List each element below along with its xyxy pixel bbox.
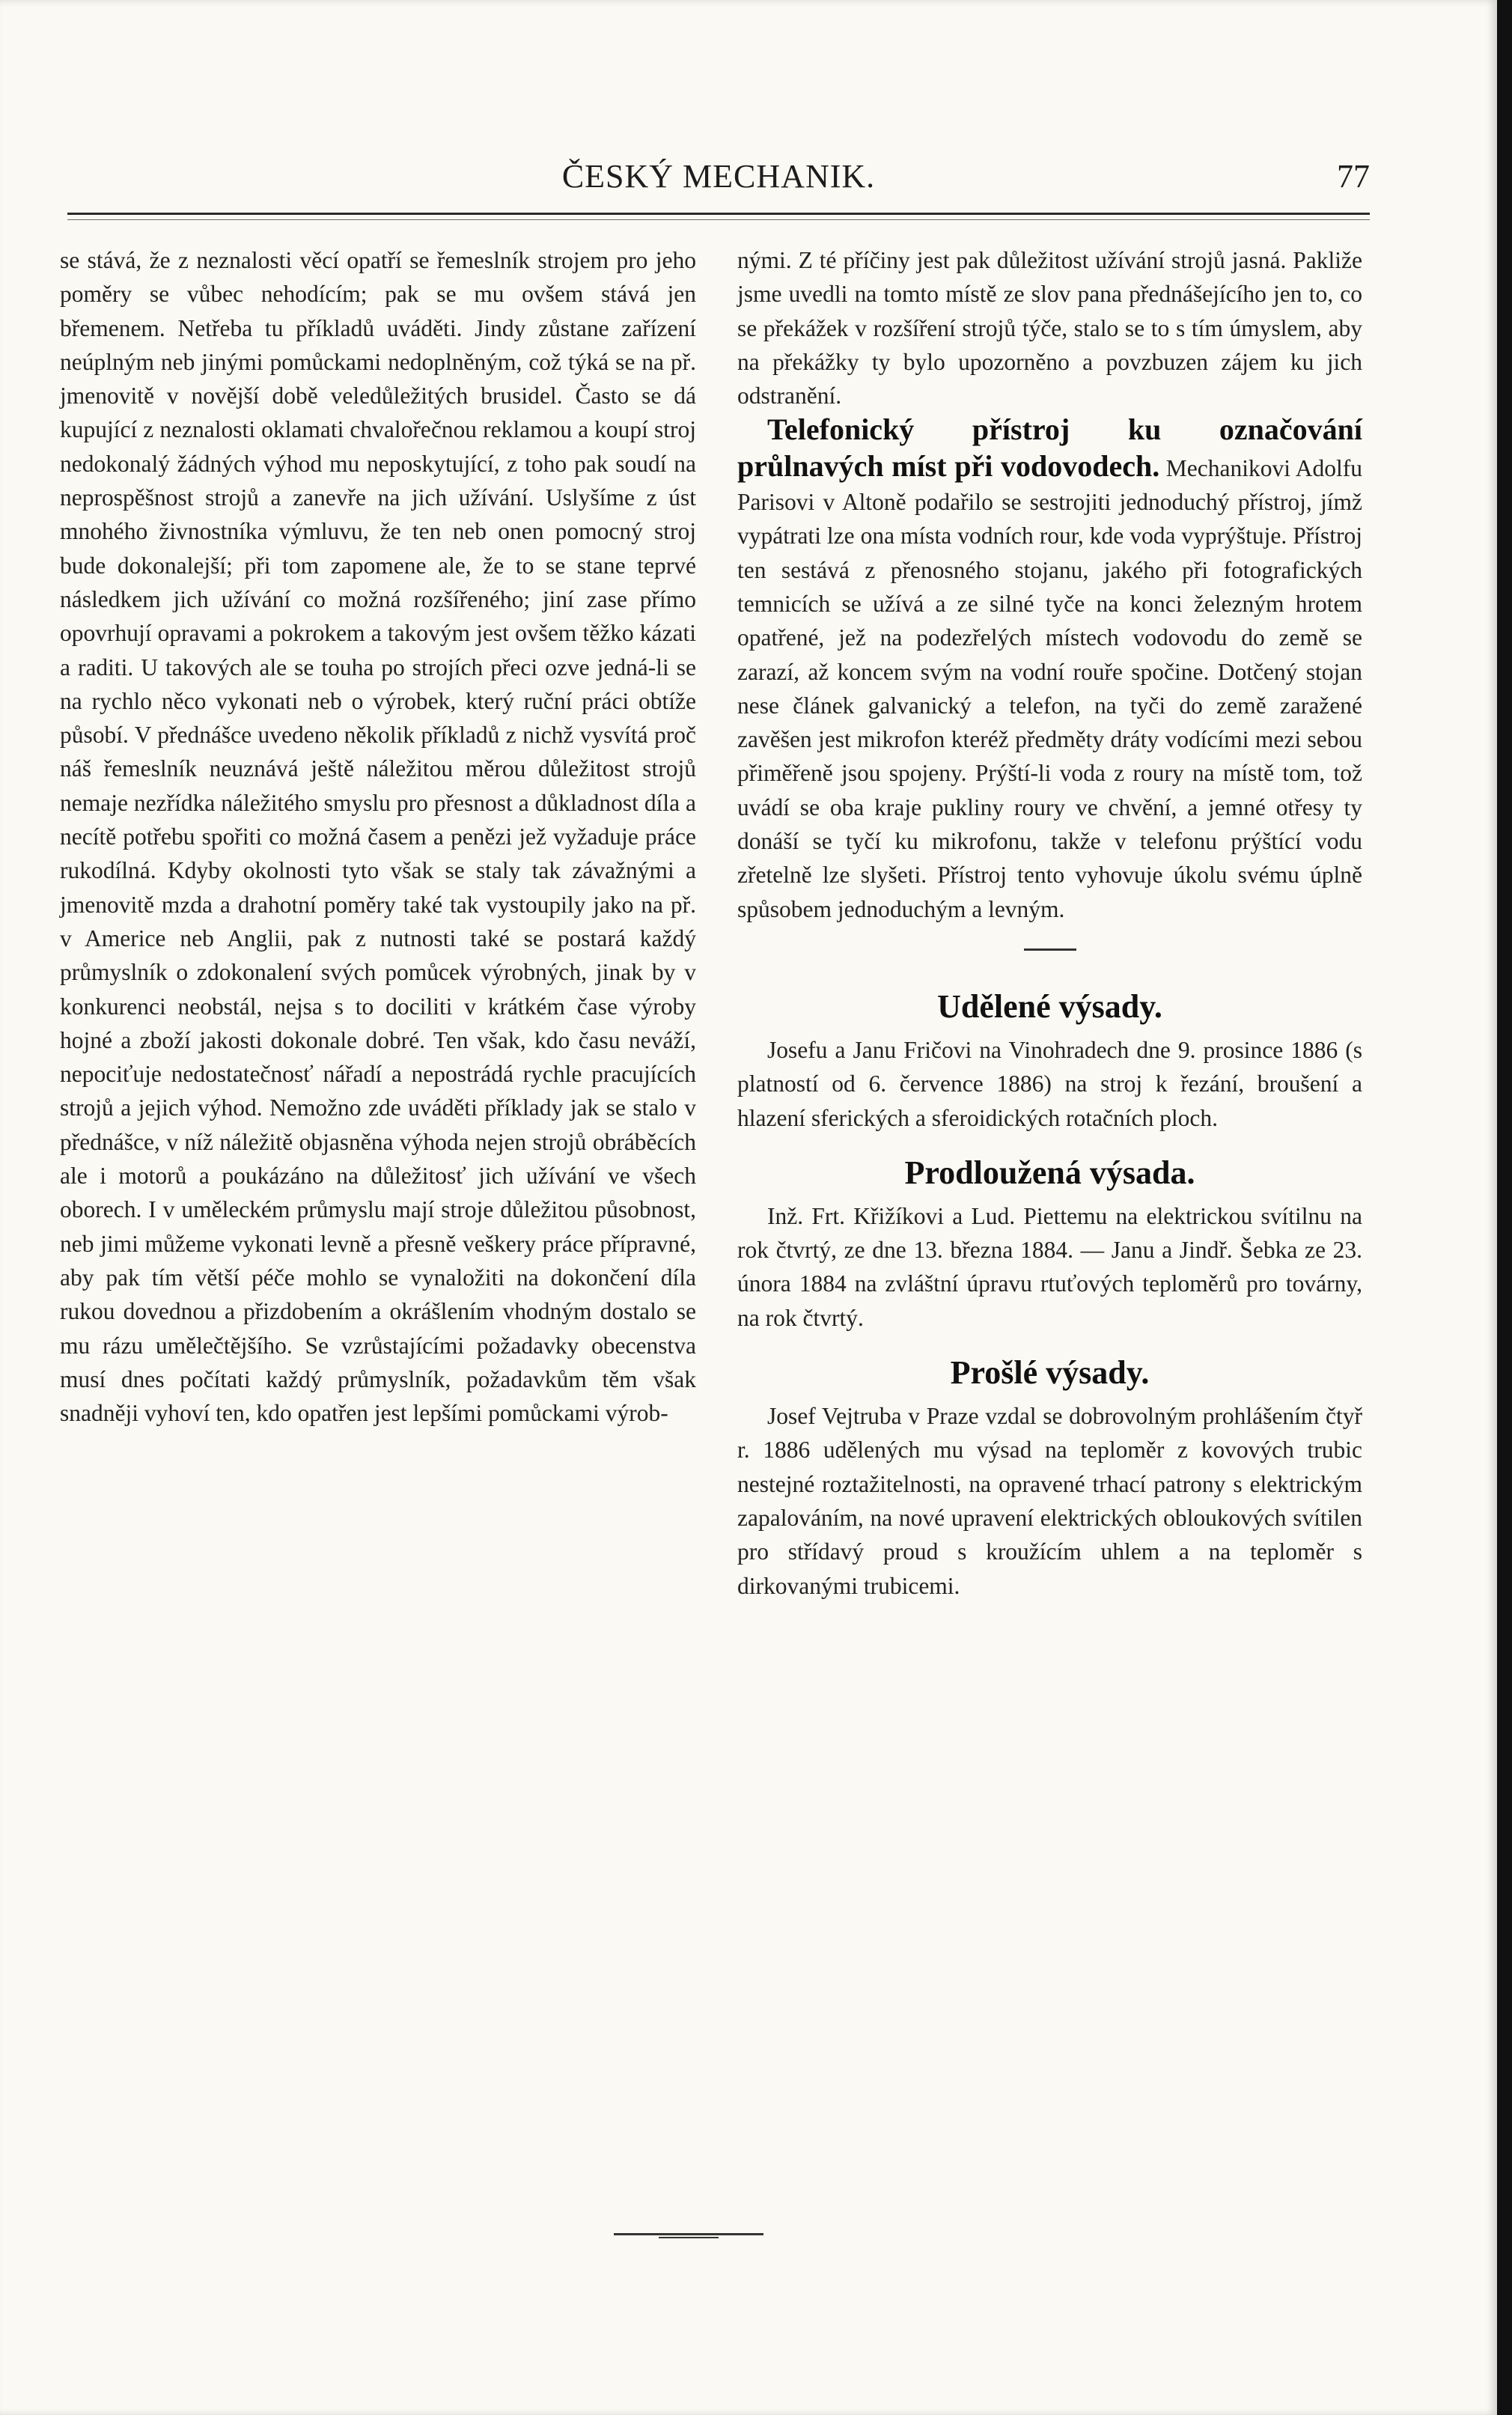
left-column-text: se stává, že z neznalosti věcí opatří se řemeslník strojem pro jeho poměry se vůbec nehodícím; pak se mu ovšem stává jen břemenem. Netřeba tu příkladů uváděti. Jindy zůstane zařízení neúplným neb jinými pomůckami nedoplněným, což týká se na př. jmenovitě v novější době veledůležitých brusidel. Často se dá kupující z neznalosti oklamati chvalořečnou reklamou a koupí stroj nedokonalý žádných výhod mu neposkytující, z toho pak soudí na neprospěšnost strojů a zanevře na jich užívání. Uslyšíme z úst mnohého živnostníka výmluvu, že ten neb onen pomocný stroj bude dokonalejší; při tom zapomene ale, že to se stane teprvé následkem jich užívání co možná rozšířeného; jiní zase přímo opovrhují opravami a pokrokem a takovým jest ovšem těžko kázati a raditi. U takových ale se touha po strojích přeci ozve jedná-li se na rychlo něco vykonati neb o výrobek, který ruční práci obtíže působí. V přednášce uvedeno několik příkladů z nichž vysvítá proč náš řemeslník neuznává ještě náležitou měrou důležitost strojů nemaje nezřídka náležitého smyslu pro přesnost a důkladnost díla a necítě potřebu spořiti co možná časem a penězi jež vyžaduje práce rukodílná. Kdyby okolnosti tyto však se staly tak závažnými a jmenovitě mzda a drahotní poměry také tak vystoupily jako na př. v Americe neb Anglii, pak z nutnosti také se postará každý průmyslník o zdokonalení svých pomůcek výrobných, jinak by v konkurenci neobstál, nejsa s to dociliti v krátkém čase výroby hojné a zboží jakosti dokonale dobré. Ten však, kdo času neváží, nepociťuje nedostatečnosť nářadí a nepostrádá rychle pracujících strojů a jejich výhod. Nemožno zde uváděti příklady jak se stalo v přednášce, v níž náležitě objasněna výhoda nejen strojů obráběcích ale i motorů a poukázáno na důležitosť jich užívání ve všech oborech. I v uměleckém průmyslu mají stroje důležitou působnost, neb jimi můžeme vykonati levně a přesně veškery práce přípravné, aby pak tím větší péče mohlo se vynaložiti na dokončení díla rukou dovednou a přizdobením a okrášlením vhodným dostalo se mu rázu umělečtějšího. Se vzrůstajícími požadavky obecenstva musí dnes počítati každý průmyslník, požadavkům těm však snadněji vyhoví ten, kdo opatřen jest lepšími pomůckami výrob- — [60, 247, 696, 1427]
page-header — [67, 157, 1370, 210]
section-heading-extended: Prodloužená výsada. — [904, 1154, 1195, 1191]
section-text-extended: Inž. Frt. Křižíkovi a Lud. Piettemu na elektrickou svítilnu na rok čtvrtý, ze dne 13. března 1884. — Janu a Jindř. Šebka ze 23. února 1884 na zvláštní úpravu rtuťových teploměrů pro továrny, na rok čtvrtý. — [737, 1202, 1362, 1331]
continuation-text: nými. Z té příčiny jest pak důležitost užívání strojů jasná. Pakliže jsme uvedli na tomto místě ze slov pana přednášejícího jen to, co se překážek v rozšíření strojů týče, stalo se to s tím úmyslem, aby na překážky ty bylo upozorněno a povzbuzen zájem ku jich odstranění. — [737, 247, 1362, 409]
end-ornament — [614, 2227, 763, 2242]
telephone-article — [737, 412, 1362, 925]
section-heading-expired: Prošlé výsady. — [950, 1354, 1150, 1392]
header-rule-thin — [67, 219, 1370, 220]
section-heading-granted: Udělené výsady. — [937, 987, 1162, 1025]
telephone-heading: Telefonický přístroj ku označování průlnavých míst při vodovodech. — [737, 412, 1362, 483]
left-column — [60, 243, 696, 1430]
right-column — [737, 243, 1362, 1603]
section-text-granted: Josefu a Janu Fričovi na Vinohradech dne 9. prosince 1886 (s platností od 6. července 1886) na stroj k řezání, broušení a hlazení sferických a sferoidických rotačních ploch. — [737, 1036, 1362, 1131]
scan-edge — [1497, 0, 1512, 2415]
page-number: 77 — [1337, 158, 1370, 195]
section-divider — [1024, 948, 1076, 951]
running-title: ČESKÝ MECHANIK. — [561, 158, 876, 195]
header-rule — [67, 213, 1370, 215]
section-text-expired: Josef Vejtruba v Praze vzdal se dobrovolným prohlášením čtyř r. 1886 udělených mu výsad na teploměr z kovových trubic nestejné roztažitelnosti, na opravené trhací patrony s elektrickým zapalováním, na nové upravení elektrických obloukových svítilen pro střídavý proud s kroužícím uhlem a na teploměr s dirkovanými trubicemi. — [737, 1403, 1362, 1599]
telephone-text: Mechanikovi Adolfu Parisovi v Altoně podařilo se sestrojiti jednoduchý přístroj, jímž vypátrati lze ona místa vodních rour, kde voda vyprýštuje. Přístroj ten sestává z přenosného stojanu, jakého při fotografických temnicích se užívá a ze silné tyče na konci železným hrotem opatřené, jež na podezřelých místech vodovodu do země se zarazí, až koncem svým na vodní rouře spočine. Dotčený stojan nese článek galvanický a telefon, na tyči do země zaražené zavěšen jest mikrofon kteréž předměty dráty vodícími mezi sebou přiměřeně jsou spojeny. Prýští-li voda z roury na místě tom, tož uvádí se oba kraje pukliny roury ve chvění, a jemné otřesy ty donáší se tyčí ku mikrofonu, takže v telefonu prýštící vodu zřetelně lze slyšeti. Přístroj tento vyhovuje úkolu svému úplně spůsobem jednoduchým a levným. — [737, 454, 1362, 922]
